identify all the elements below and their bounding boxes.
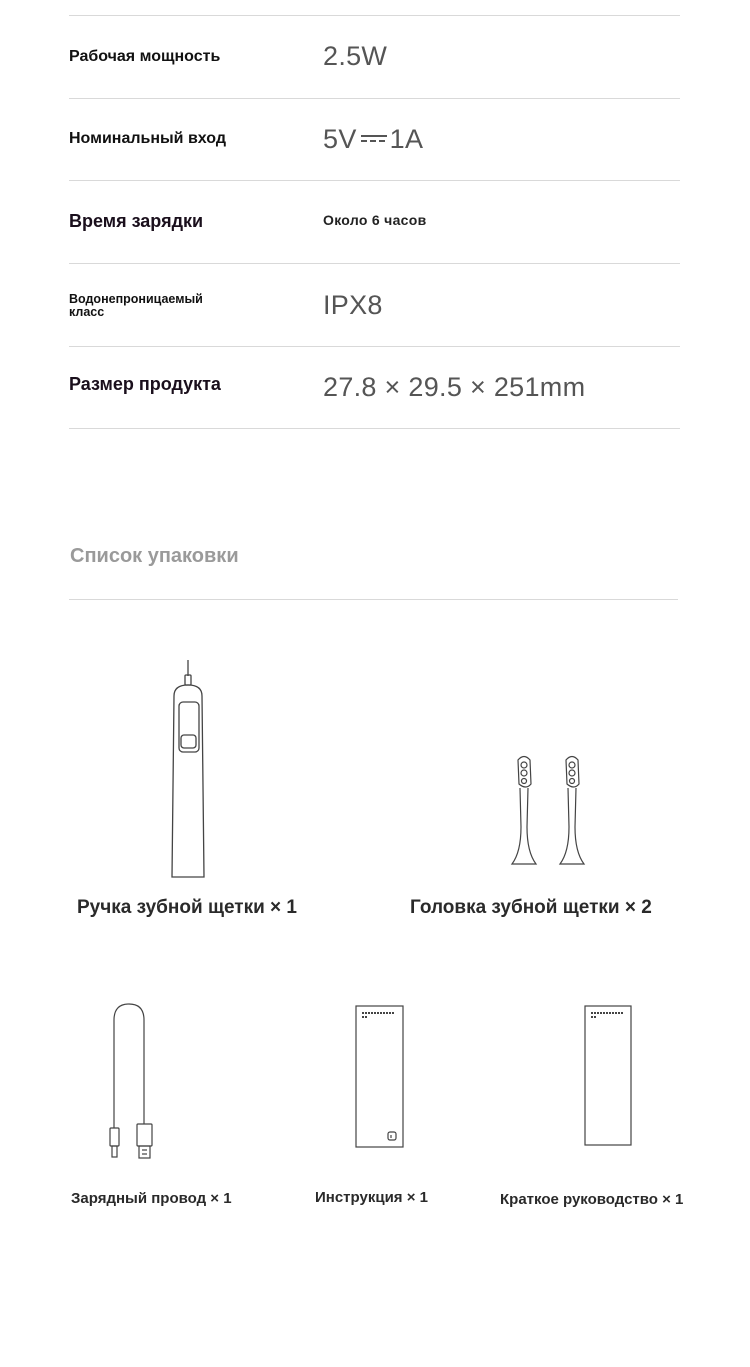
spec-value-size: 27.8 × 29.5 × 251mm: [323, 372, 586, 402]
spec-label-charge-time: Время зарядки: [69, 211, 204, 231]
toothbrush-handle-icon: [160, 658, 218, 880]
dc-current-symbol-icon: [361, 134, 387, 144]
packing-item-caption: Инструкция × 1: [315, 1189, 428, 1206]
divider: [69, 15, 680, 16]
divider: [69, 599, 678, 600]
spec-value-input-voltage: 5V: [323, 124, 357, 154]
brush-heads-icon: [505, 752, 590, 868]
packing-item-caption: Краткое руководство × 1: [500, 1191, 684, 1208]
spec-label-input: Номинальный вход: [69, 130, 227, 147]
spec-value-input-current: 1A: [389, 124, 424, 154]
spec-value-input: [323, 124, 423, 155]
divider: [69, 263, 680, 264]
quick-guide-icon: [583, 1004, 634, 1148]
logo-icon: [388, 1132, 396, 1140]
divider: [69, 98, 680, 99]
spec-label-size: Размер продукта: [69, 374, 221, 394]
divider: [69, 180, 680, 181]
packing-item-caption: Головка зубной щетки × 2: [410, 897, 652, 918]
spec-value-charge-time: Около 6 часов: [323, 212, 427, 228]
spec-label-waterproof: Водонепроницаемый класс: [69, 292, 203, 319]
spec-label-power: Рабочая мощность: [69, 48, 221, 65]
packing-list-title: Список упаковки: [70, 545, 239, 567]
spec-value-power: 2.5W: [323, 41, 388, 71]
packing-item-caption: Ручка зубной щетки × 1: [77, 897, 298, 918]
divider: [69, 346, 680, 347]
divider: [69, 428, 680, 429]
manual-icon: [354, 1004, 406, 1150]
packing-item-caption: Зарядный провод × 1: [71, 1190, 232, 1207]
spec-value-waterproof: IPX8: [323, 290, 383, 320]
charging-cable-icon: [100, 1000, 160, 1165]
